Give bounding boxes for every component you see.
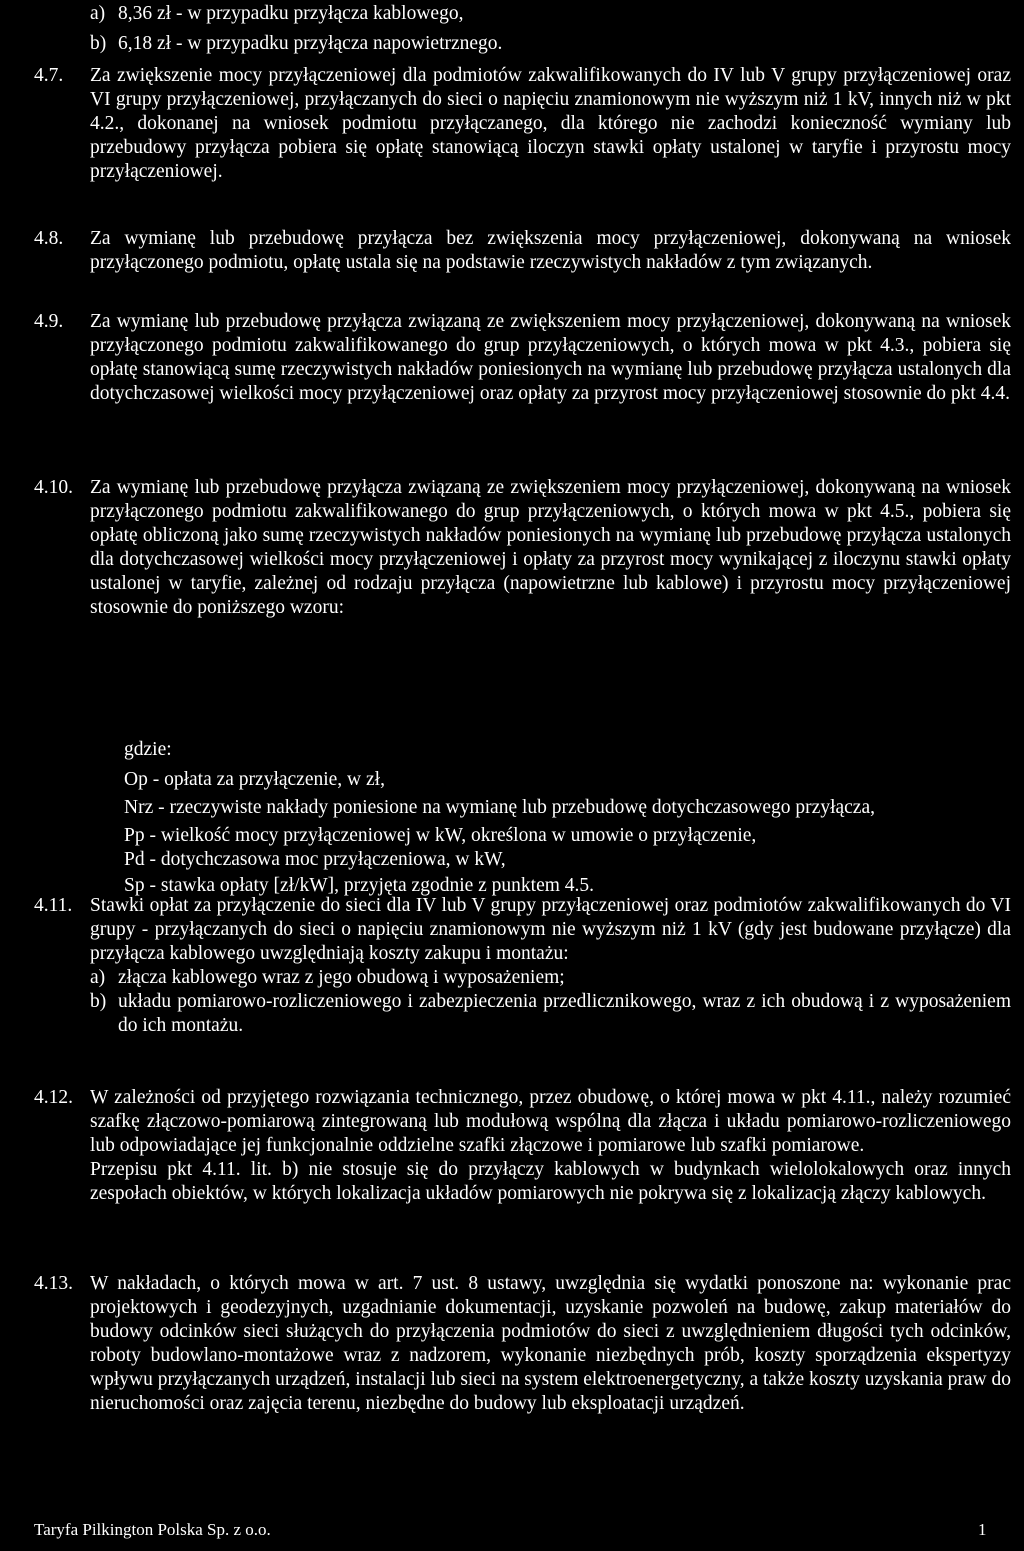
definition-text: - opłata za przyłączenie, w zł, xyxy=(147,769,385,790)
definition-symbol: Pp xyxy=(124,825,145,846)
section-text: Za wymianę lub przebudowę przyłącza bez zwiększenia mocy przyłączeniowej, dokonywaną na wniosek przyłączonego podmiotu, opłatę ustala się na podstawie rzeczywistych nakładów z tym związanych. xyxy=(90,228,1011,273)
definition-text: - wielkość mocy przyłączeniowej w kW, określona w umowie o przyłączenie, xyxy=(144,825,757,846)
definition-text: - rzeczywiste nakłady poniesione na wymianę lub przebudowę dotychczasowego przyłącza, xyxy=(153,797,875,818)
definition-text: - stawka opłaty [zł/kW], przyjęta zgodnie z punktem 4.5. xyxy=(144,875,595,896)
definition-item xyxy=(124,768,1011,792)
definition-symbol: Sp xyxy=(124,875,145,896)
section-number: 4.13. xyxy=(34,1273,73,1294)
section-4-9 xyxy=(34,310,1011,406)
section-4-11 xyxy=(34,894,1011,1038)
page-footer xyxy=(34,1518,1024,1542)
section-text: Za wymianę lub przebudowę przyłącza związaną ze zwiększeniem mocy przyłączeniowej, dokonywaną na wniosek przyłączonego podmiotu zakwalifikowanego do grup przyłączeniowych, o których mowa w pkt 4.3., pobiera się opłatę stanowiącą sumę rzeczywistych nakładów poniesionych na wymianę lub przebudowę przyłącza ustalonych dla dotychczasowej wielkości mocy przyłączeniowej oraz opłaty za przyrost mocy przyłączeniowej stosownie do pkt 4.4. xyxy=(90,311,1011,404)
item-label: b) xyxy=(90,991,107,1012)
section-4-7 xyxy=(34,64,1011,184)
definition-symbol: Op xyxy=(124,769,148,790)
list-item xyxy=(90,966,1011,990)
definition-item xyxy=(124,848,1011,872)
section-number: 4.7. xyxy=(34,65,64,86)
item-label: a) xyxy=(90,967,106,988)
item-text: 6,18 zł - w przypadku przyłącza napowietrznego. xyxy=(118,33,503,54)
list-item xyxy=(90,2,1011,26)
section-text: W nakładach, o których mowa w art. 7 ust. 8 ustawy, uwzględnia się wydatki ponoszone na: wykonanie prac projektowych i geodezyjnych, uzgadnianie dokumentacji, uzyskanie pozwoleń na budowę, zakup materiałów do budowy odcinków sieci służących do przyłączenia podmiotów do sieci z uwzględnieniem długości tych odcinków, roboty budowlano-montażowe wraz z nadzorem, wykonanie niezbędnych prób, koszty sporządzenia ekspertyzy wpływu przyłączanych urządzeń, instalacji lub sieci na system elektroenergetyczny, a także koszty uzyskania praw do nieruchomości oraz zajęcia terenu, niezbędne do budowy lub eksploatacji urządzeń. xyxy=(90,1273,1012,1414)
definitions-heading: gdzie: xyxy=(124,739,172,760)
definition-text: - dotychczasowa moc przyłączeniowa, w kW, xyxy=(144,849,506,870)
item-label: b) xyxy=(90,33,107,54)
intro-list xyxy=(90,2,1011,56)
section-text: Za zwiększenie mocy przyłączeniowej dla podmiotów zakwalifikowanych do IV lub V grupy przyłączeniowej oraz VI grupy przyłączeniowej, przyłączanych do sieci o napięciu znamionowym nie wyższym niż 1 kV, innych niż w pkt 4.2., dokonanej na wniosek podmiotu przyłączanego, dla którego nie zachodzi konieczność wymiany lub przebudowy przyłącza pobiera się opłatę stanowiącą iloczyn stawki opłaty ustalonej w taryfie i przyrostu mocy przyłączeniowej. xyxy=(90,65,1011,182)
section-number: 4.8. xyxy=(34,228,64,249)
section-text: W zależności od przyjętego rozwiązania technicznego, przez obudowę, o której mowa w pkt 4.11., należy rozumieć szafkę złączowo-pomiarową zintegrowaną lub modułową wspólną dla złącza i układu pomiarowo-rozliczeniowego lub odpowiadające jej funkcjonalnie oddzielne szafki złączowe i pomiarowe lub szafki pomiarowe. xyxy=(90,1087,1011,1156)
section-number: 4.11. xyxy=(34,895,73,916)
footer-company: Taryfa Pilkington Polska Sp. z o.o. xyxy=(34,1520,271,1539)
formula-definitions xyxy=(34,738,1011,898)
section-text: Stawki opłat za przyłączenie do sieci dla IV lub V grupy przyłączeniowej oraz podmiotów zakwalifikowanych do VI grupy - przyłączanych do sieci o napięciu znamionowym nie wyższym niż 1 kV (gdy jest budowane przyłącze) dla przyłącza kablowego uwzględniają koszty zakupu i montażu: xyxy=(90,895,1011,964)
definition-item xyxy=(124,796,1011,820)
definition-symbol: Pd xyxy=(124,849,145,870)
list-item xyxy=(90,990,1011,1038)
item-text: 8,36 zł - w przypadku przyłącza kablowego, xyxy=(118,3,464,24)
section-4-11-list xyxy=(90,966,1011,1038)
list-item xyxy=(90,32,1011,56)
section-4-8 xyxy=(34,227,1011,275)
section-text: Za wymianę lub przebudowę przyłącza związaną ze zwiększeniem mocy przyłączeniowej, dokonywaną na wniosek przyłączonego podmiotu zakwalifikowanego do grup przyłączeniowych, o których mowa w pkt 4.5., pobiera się opłatę obliczoną jako sumę rzeczywistych nakładów poniesionych na wymianę lub przebudowę przyłącza ustalonych dla dotychczasowej wielkości mocy przyłączeniowej i opłaty za przyrost mocy wynikającej z iloczynu stawki opłaty ustalonej w taryfie, zależnej od rodzaju przyłącza (napowietrzne lub kablowe) i przyrostu mocy przyłączeniowej stosownie do poniższego wzoru: xyxy=(90,477,1011,618)
section-number: 4.12. xyxy=(34,1087,73,1108)
item-text: złącza kablowego wraz z jego obudową i wyposażeniem; xyxy=(118,967,565,988)
item-text: układu pomiarowo-rozliczeniowego i zabezpieczenia przedlicznikowego, wraz z ich obudową i z wyposażeniem do ich montażu. xyxy=(118,991,1011,1036)
definition-symbol: Nrz xyxy=(124,797,154,818)
section-text-continued: Przepisu pkt 4.11. lit. b) nie stosuje się do przyłączy kablowych w budynkach wielolokalowych oraz innych zespołach obiektów, w których lokalizacja układów pomiarowych nie pokrywa się z lokalizacją złączy kablowych. xyxy=(90,1159,1011,1204)
page-number: 1 xyxy=(978,1520,987,1539)
definition-item xyxy=(124,824,1011,848)
item-label: a) xyxy=(90,3,106,24)
section-4-10 xyxy=(34,476,1011,620)
section-4-12 xyxy=(34,1086,1011,1206)
section-4-13 xyxy=(34,1272,1011,1416)
section-number: 4.10. xyxy=(34,477,73,498)
section-number: 4.9. xyxy=(34,311,64,332)
